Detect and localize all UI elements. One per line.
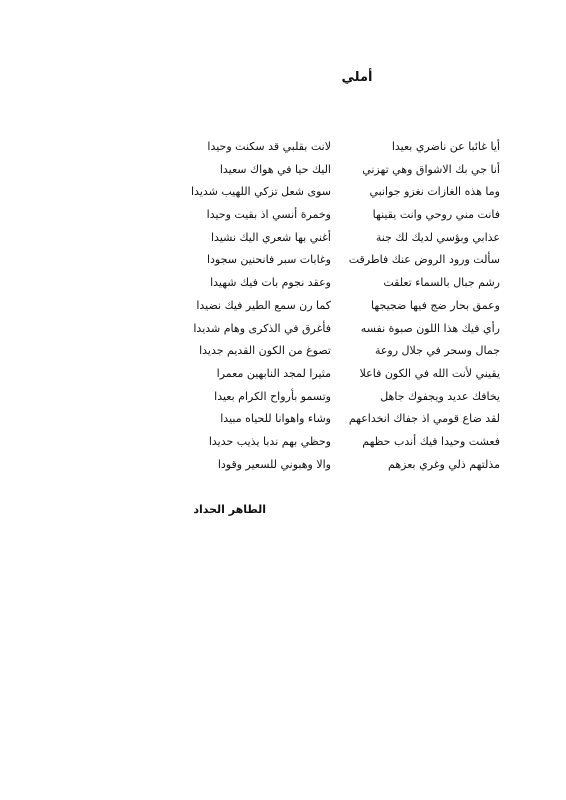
- first-hemistich: سألت ورود الروض عنك فاطرقت: [348, 253, 500, 267]
- verse: [0, 299, 566, 322]
- second-hemistich: وعقد نجوم بات فيك شهيدا: [210, 276, 331, 290]
- verse: [0, 412, 566, 435]
- second-hemistich: والا وهبوني للسعير وقودا: [217, 457, 331, 471]
- second-hemistich: سوى شعل تزكي اللهيب شديدا: [190, 185, 331, 199]
- verse: [0, 253, 566, 276]
- first-hemistich: أيا غائبا عن ناضري بعيدا: [391, 140, 500, 153]
- poem-body: [0, 140, 566, 480]
- verse: [0, 185, 566, 208]
- first-hemistich: رشم جبال بالسماء تعلقت: [383, 276, 500, 290]
- verse: [0, 435, 566, 458]
- verse: [0, 231, 566, 254]
- second-hemistich: وخمرة أنسي اذ بقيت وحيدا: [206, 208, 331, 222]
- first-hemistich: وعمق بحار ضج فيها ضجيجها: [371, 298, 500, 312]
- first-hemistich: وما هذه الغازات نغزو جوانبي: [369, 185, 500, 199]
- second-hemistich: كما رن سمع الطير فيك نضيدا: [196, 298, 331, 312]
- verse: [0, 140, 566, 163]
- verse: [0, 367, 566, 390]
- second-hemistich: وغابات سبر فانحنين سجودا: [206, 253, 331, 267]
- second-hemistich: مثيرا لمجد النابهين معمرا: [216, 366, 331, 380]
- first-hemistich: يقيني لأنت الله في الكون فاعلا: [359, 366, 500, 380]
- second-hemistich: أغني بها شعري اليك نشيدا: [211, 230, 331, 244]
- second-hemistich: فأغرق في الذكرى وهام شديدا: [193, 321, 331, 335]
- second-hemistich: تصوغ من الكون القديم جديدا: [199, 344, 331, 358]
- first-hemistich: رأي فيك هذا اللون صبوة نفسه: [360, 321, 500, 335]
- verse: [0, 344, 566, 367]
- verse: [0, 276, 566, 299]
- second-hemistich: وتسمو بأرواح الكرام بعيدا: [214, 389, 331, 403]
- second-hemistich: وشاء واهوانا للحياه مبيدا: [220, 412, 331, 426]
- first-hemistich: فانت مني روحي وانت يقينها: [372, 208, 500, 222]
- author-name: الطاهر الحداد: [193, 503, 266, 516]
- second-hemistich: اليك حيا في هواك سعيدا: [219, 162, 331, 176]
- first-hemistich: يخافك عديد ويجفوك جاهل: [380, 389, 500, 403]
- first-hemistich: أنا جي بك الاشواق وهي تهزني: [362, 162, 500, 176]
- verse: [0, 458, 566, 481]
- poem-title: أملي: [341, 70, 373, 85]
- verse: [0, 322, 566, 345]
- verse: [0, 163, 566, 186]
- verse: [0, 208, 566, 231]
- first-hemistich: مذلتهم ذلي وغري بعزهم: [388, 457, 500, 471]
- second-hemistich: وحظي بهم ندبا يذيب حديدا: [208, 434, 331, 448]
- first-hemistich: عذابي وبؤسي لديك لك جنة: [375, 230, 500, 244]
- first-hemistich: فعشت وحيدا فيك أندب حظهم: [362, 434, 500, 448]
- first-hemistich: جمال وسحر في جلال روعة: [374, 344, 500, 358]
- second-hemistich: لانت بقلبي قد سكنت وحيدا: [207, 140, 331, 153]
- verse: [0, 390, 566, 413]
- first-hemistich: لقد ضاع قومي اذ جفاك انخداعهم: [348, 412, 500, 426]
